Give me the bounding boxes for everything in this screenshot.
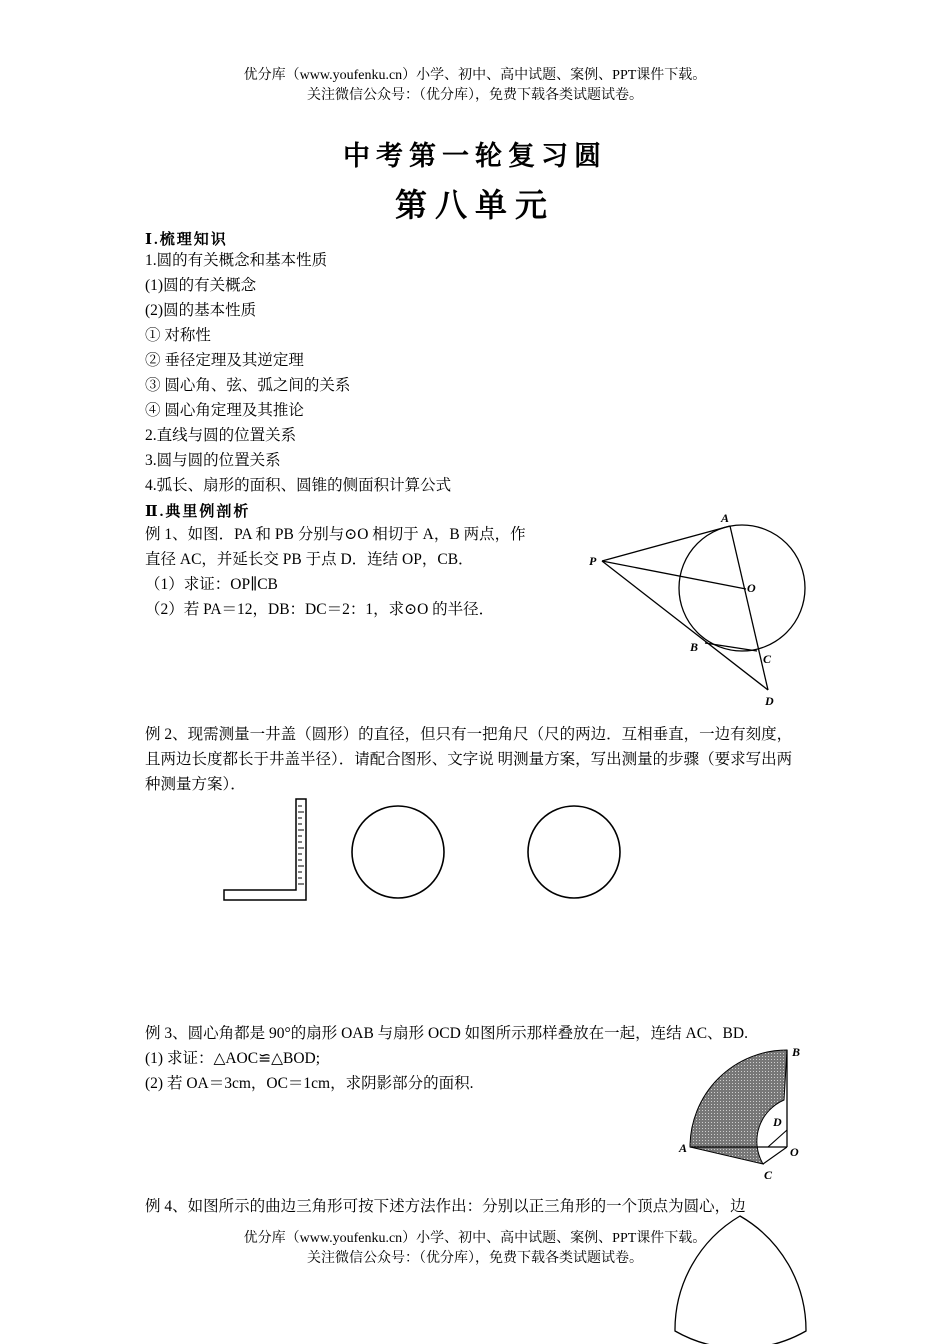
label-d: D [773,1115,782,1129]
header-line-1: 优分库（www.youfenku.cn）小学、初中、高中试题、案例、PPT课件下载。 [243,68,707,83]
list-item: 2.直线与圆的位置关系 [145,427,297,444]
example3-line2: (1) 求证：△AOC≌△BOD; [145,1050,321,1067]
section1-heading: Ⅰ.梳理知识 [145,232,228,248]
list-item: 3.圆与圆的位置关系 [145,452,281,469]
footer-line-2: 关注微信公众号：（优分库），免费下载各类试题试卷。 [307,1251,643,1266]
label-d: D [765,694,774,708]
list-item: (1)圆的有关概念 [145,277,257,294]
label-b: B [690,640,699,654]
label-o: O [790,1145,799,1159]
list-item: 1.圆的有关概念和基本性质 [145,252,328,269]
list-item: 4.弧长、扇形的面积、圆锥的侧面积计算公式 [145,477,452,494]
example3-line1: 例 3、圆心角都是 90°的扇形 OAB 与扇形 OCD 如图所示那样叠放在一起，连结 AC、BD. [145,1025,748,1042]
example1-line4: （2）若 PA＝12，DB：DC＝2：1，求⊙O 的半径． [145,601,495,618]
footer-line-1: 优分库（www.youfenku.cn）小学、初中、高中试题、案例、PPT课件下载。 [243,1231,707,1246]
list-item: ③ 圆心角、弦、弧之间的关系 [145,377,351,394]
page-title: 中考第一轮复习圆 [343,141,607,171]
example3-line3: (2) 若 OA＝3cm，OC＝1cm，求阴影部分的面积. [145,1075,474,1092]
list-item: ④ 圆心角定理及其推论 [145,402,304,419]
example1-line2: 直径 AC，并延长交 PB 于点 D．连结 OP，CB． [145,551,474,568]
label-c: C [763,652,772,666]
list-item: (2)圆的基本性质 [145,302,257,319]
label-c: C [764,1168,773,1182]
label-a: A [721,511,730,525]
unit-title: 第八单元 [394,187,555,223]
example1-line3: （1）求证：OP∥CB [145,576,278,593]
label-a: A [679,1141,688,1155]
header-line-2: 关注微信公众号：（优分库），免费下载各类试题试卷。 [307,88,643,103]
section2-heading: Ⅱ.典里例剖析 [145,504,251,520]
list-item: ② 垂径定理及其逆定理 [145,352,304,369]
example1-line1: 例 1、如图．PA 和 PB 分别与⊙O 相切于 A，B 两点，作 [145,526,526,543]
label-o: O [747,581,756,595]
label-p: P [589,554,597,568]
example2-text: 例 2、现需测量一井盖（圆形）的直径，但只有一把角尺（尺的两边．互相垂直，一边有刻度，且两边长度都长于井盖半径）．请配合图形、文字说 明测量方案，写出测量的步骤（要求写出两种测量方案）． [145,726,793,793]
label-b: B [792,1045,801,1059]
example4-line1: 例 4、如图所示的曲边三角形可按下述方法作出：分别以正三角形的一个顶点为圆心，边 [145,1198,746,1215]
list-item: ① 对称性 [145,327,211,344]
